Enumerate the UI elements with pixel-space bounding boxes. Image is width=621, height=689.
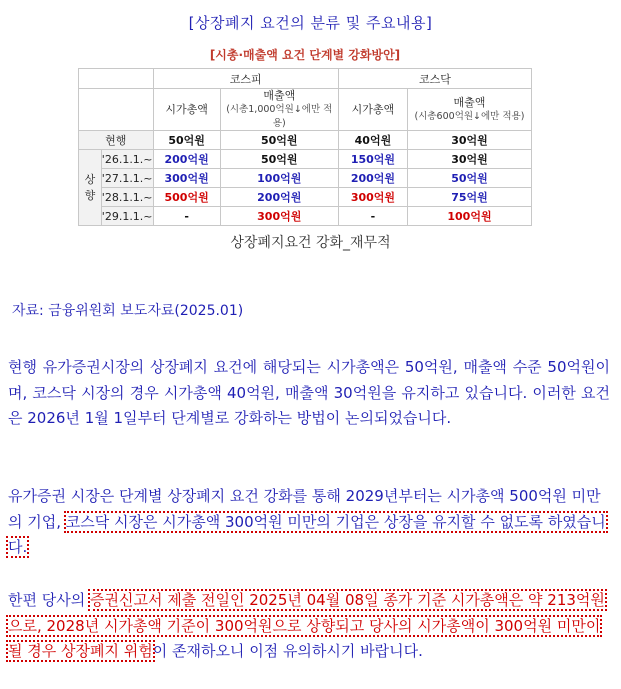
- row-label-current: 현행: [79, 131, 154, 150]
- criteria-table-figure: [78, 46, 532, 223]
- cell-kospi-rev: 200억원: [220, 188, 338, 207]
- paragraph-risk-intro: 한편 당사의: [8, 591, 90, 609]
- cell-kosdaq-cap: -: [338, 207, 407, 226]
- cell-kosdaq-cap: 200억원: [338, 169, 407, 188]
- cell-kosdaq-rev: 30억원: [407, 150, 531, 169]
- cell-kospi-cap: 50억원: [153, 131, 220, 150]
- source-note: 자료: 금융위원회 보도자료(2025.01): [12, 303, 244, 319]
- cell-kospi-rev: 50억원: [220, 150, 338, 169]
- row-date: '28.1.1.~: [101, 188, 153, 207]
- table-corner: [79, 69, 154, 89]
- group-header-kosdaq: 코스닥: [338, 69, 531, 89]
- paragraph-company-risk: [8, 588, 610, 665]
- table-caption: [시총·매출액 요건 단계별 강화방안]: [209, 48, 401, 62]
- group-header-kospi: 코스피: [153, 69, 338, 89]
- kosdaq-cap-header: 시가총액: [338, 89, 407, 131]
- cell-kospi-rev: 50억원: [220, 131, 338, 150]
- cell-kosdaq-rev: 30억원: [407, 131, 531, 150]
- table-row: [79, 169, 532, 188]
- kosdaq-rev-note: (시총600억원↓에만 적용): [414, 111, 525, 122]
- paragraph-risk-outro: 이 존재하오니 이점 유의하시기 바랍니다.: [152, 642, 423, 660]
- cell-kosdaq-cap: 150억원: [338, 150, 407, 169]
- criteria-table: [78, 68, 532, 226]
- cell-kospi-rev: 300억원: [220, 207, 338, 226]
- cell-kospi-cap: 500억원: [153, 188, 220, 207]
- cell-kosdaq-cap: 300억원: [338, 188, 407, 207]
- table-corner-lower: [79, 89, 154, 131]
- cell-kospi-cap: 200억원: [153, 150, 220, 169]
- paragraph-current-requirements: 현행 유가증권시장의 상장폐지 요건에 해당되는 시가총액은 50억원, 매출액 수준 50억원이며, 코스닥 시장의 경우 시가총액 40억원, 매출액 30억원을 유지하고 있습니다. 이러한 요건은 2026년 1월 1일부터 단계별로 강화하는 방법이 논의되었습니다.: [8, 358, 610, 427]
- stage-label: [79, 150, 102, 226]
- cell-kospi-rev: 100억원: [220, 169, 338, 188]
- paragraph-strengthening-text: 유가증권 시장은 단계별 상장폐지 요건 강화를 통해 2029년부터는 시가총액 500억원 미만의 기업,: [8, 487, 601, 531]
- kospi-rev-title: 매출액: [263, 89, 296, 102]
- row-date: '29.1.1.~: [101, 207, 153, 226]
- section-title: [상장폐지 요건의 분류 및 주요내용]: [188, 14, 433, 32]
- kospi-rev-note: (시총1,000억원↓에만 적용): [226, 104, 333, 129]
- row-date: '27.1.1.~: [101, 169, 153, 188]
- row-date: '26.1.1.~: [101, 150, 153, 169]
- table-row: [79, 207, 532, 226]
- stage-label-text: 상향: [84, 172, 96, 202]
- kospi-cap-header: 시가총액: [153, 89, 220, 131]
- figure-caption: 상장폐지요건 강화_재무적: [230, 235, 391, 251]
- kospi-rev-header: [220, 89, 338, 131]
- kosdaq-rev-header: [407, 89, 531, 131]
- highlight-delisting-risk: 증권신고서 제출 전일인 2025년 04월 08일 종가 기준 시가총액은 약 213억원으로, 2028년 시가총액 기준이 300억원으로 상향되고 당사의 시가총액이 300억원 미만이 될 경우 상장폐지 위험: [8, 591, 605, 660]
- cell-kosdaq-rev: 75억원: [407, 188, 531, 207]
- cell-kospi-cap: 300억원: [153, 169, 220, 188]
- cell-kospi-cap: -: [153, 207, 220, 226]
- kosdaq-rev-title: 매출액: [453, 96, 486, 109]
- cell-kosdaq-cap: 40억원: [338, 131, 407, 150]
- highlight-kosdaq-threshold: 코스닥 시장은 시가총액 300억원 미만의 기업은 상장을 유지할 수 없도록 하였습니다.: [8, 512, 606, 556]
- cell-kosdaq-rev: 50억원: [407, 169, 531, 188]
- table-row: [79, 150, 532, 169]
- paragraph-strengthening: [8, 484, 610, 561]
- table-row: [79, 188, 532, 207]
- cell-kosdaq-rev: 100억원: [407, 207, 531, 226]
- table-row-current: [79, 131, 532, 150]
